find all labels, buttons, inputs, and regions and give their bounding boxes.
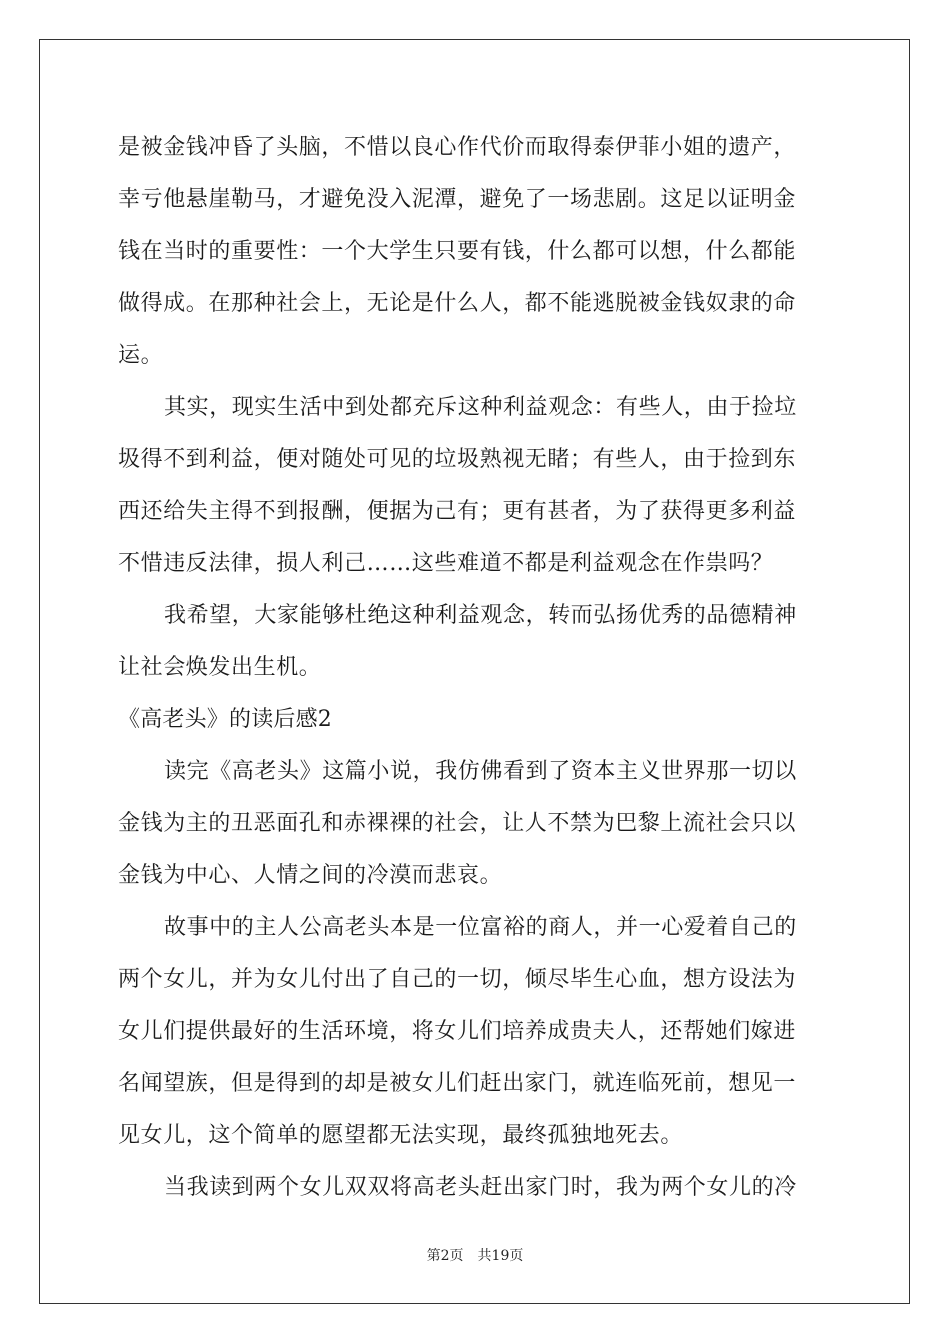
text-line: 是被金钱冲昏了头脑，不惜以良心作代价而取得泰伊菲小姐的遗产，: [118, 135, 797, 160]
text-line: 不惜违反法律，损人利己……这些难道不都是利益观念在作祟吗？: [118, 551, 774, 576]
paragraph-start-line: 故事中的主人公高老头本是一位富裕的商人，并一心爱着自己的: [164, 915, 797, 940]
text-line: 让社会焕发出生机。: [118, 655, 322, 680]
document-body: [118, 122, 834, 1214]
text-line: 金钱为中心、人情之间的冷漠而悲哀。: [118, 863, 503, 888]
section-heading: 《高老头》的读后感2: [118, 707, 332, 732]
text-line: 女儿们提供最好的生活环境，将女儿们培养成贵夫人，还帮她们嫁进: [118, 1019, 797, 1044]
paragraph-start-line: 当我读到两个女儿双双将高老头赶出家门时，我为两个女儿的冷: [164, 1175, 797, 1200]
text-line: 两个女儿，并为女儿付出了自己的一切，倾尽毕生心血，想方设法为: [118, 967, 797, 992]
page-number-footer: 第2页 共19页: [426, 1248, 524, 1264]
text-line: 西还给失主得不到报酬，便据为己有；更有甚者，为了获得更多利益: [118, 499, 797, 524]
text-line: 运。: [118, 343, 164, 368]
text-line: 圾得不到利益，便对随处可见的垃圾熟视无睹；有些人，由于捡到东: [118, 447, 797, 472]
text-line: 见女儿，这个简单的愿望都无法实现，最终孤独地死去。: [118, 1123, 684, 1148]
text-line: 做得成。在那种社会上，无论是什么人，都不能逃脱被金钱奴隶的命: [118, 291, 797, 316]
paragraph-start-line: 读完《高老头》这篇小说，我仿佛看到了资本主义世界那一切以: [164, 759, 797, 784]
text-line: 幸亏他悬崖勒马，才避免没入泥潭，避免了一场悲剧。这足以证明金: [118, 187, 797, 212]
paragraph-start-line: 其实，现实生活中到处都充斥这种利益观念：有些人，由于捡垃: [164, 395, 797, 420]
paragraph-start-line: 我希望，大家能够杜绝这种利益观念，转而弘扬优秀的品德精神: [164, 603, 797, 628]
text-line: 钱在当时的重要性：一个大学生只要有钱，什么都可以想，什么都能: [118, 239, 797, 264]
text-line: 名闻望族，但是得到的却是被女儿们赶出家门，就连临死前，想见一: [118, 1071, 797, 1096]
text-line: 金钱为主的丑恶面孔和赤裸裸的社会，让人不禁为巴黎上流社会只以: [118, 811, 797, 836]
